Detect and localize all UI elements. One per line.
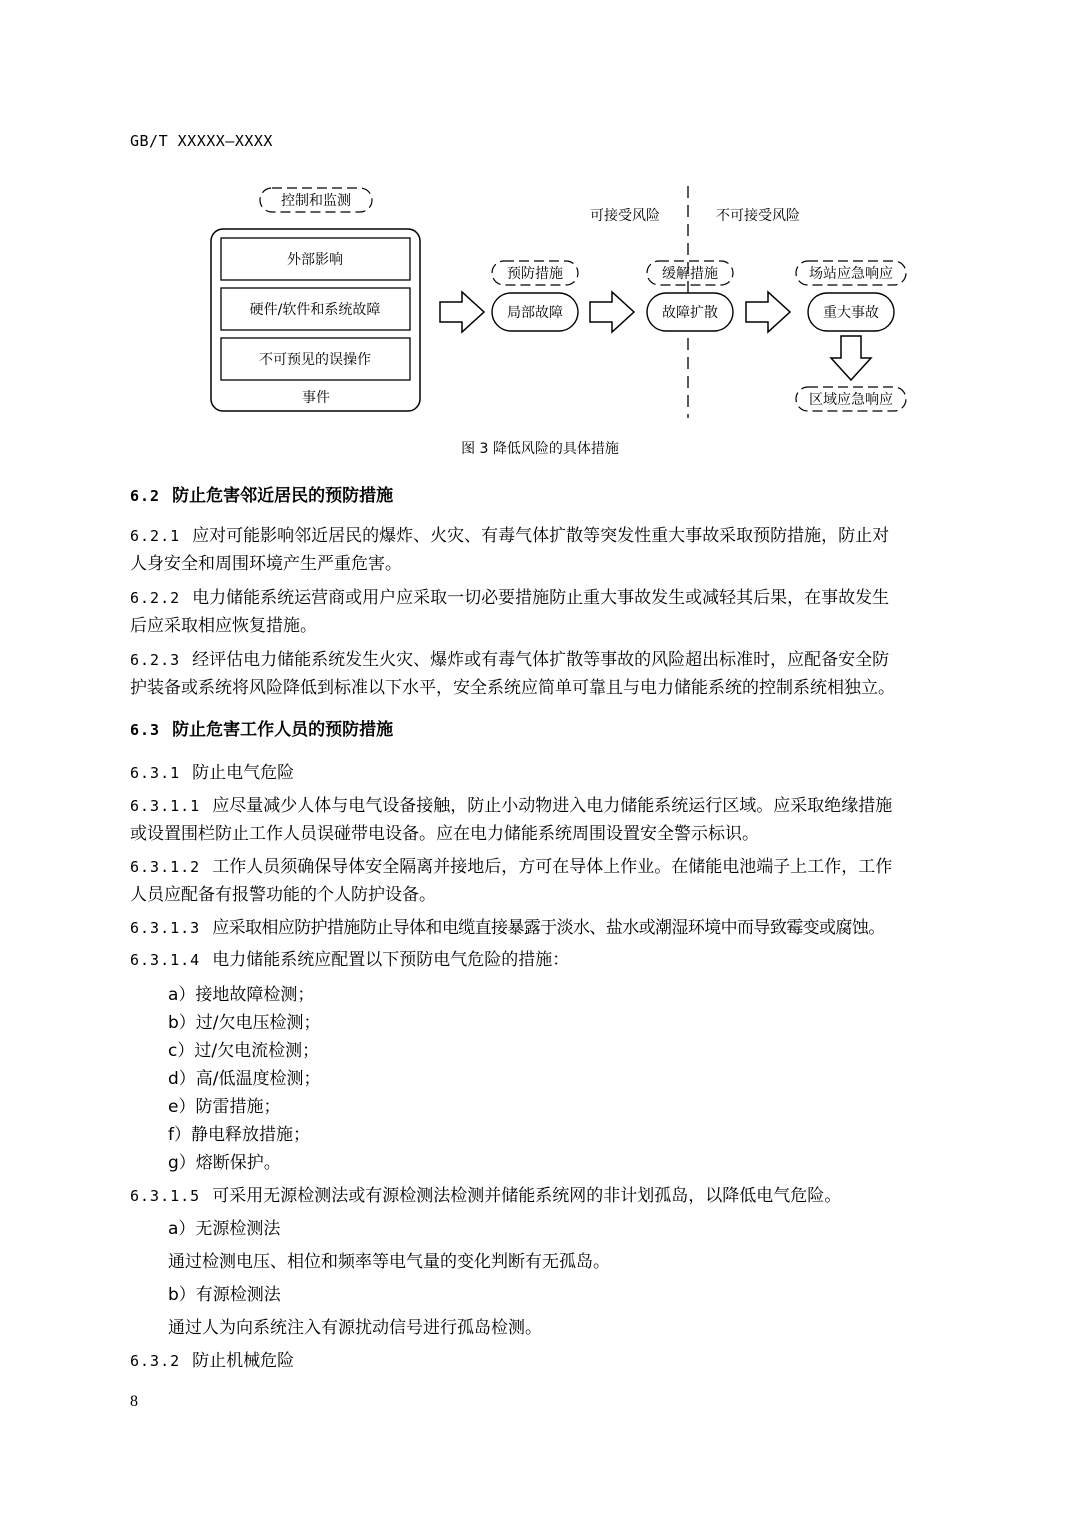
svg-text:硬件/软件和系统故障: 硬件/软件和系统故障 bbox=[249, 302, 381, 318]
passive-detection-item: a）无源检测法 bbox=[168, 1219, 281, 1239]
acceptable-risk-label: 可接受风险 bbox=[590, 208, 660, 224]
fault-spread-node bbox=[647, 293, 733, 331]
clause-6-3-1-2: 6.3.1.2 工作人员须确保导体安全隔离并接地后，方可在导体上作业。在储能电池端子上工作，工作 bbox=[130, 857, 893, 877]
control-monitoring-label bbox=[260, 188, 372, 212]
clause-6-2-3-cont: 护装备或系统将风险降低到标准以下水平，安全系统应简单可靠且与电力储能系统的控制系统相独立。 bbox=[130, 678, 895, 698]
svg-text:不可预见的误操作: 不可预见的误操作 bbox=[259, 352, 371, 368]
svg-text:控制和监测: 控制和监测 bbox=[281, 193, 351, 209]
event-unforeseen-misoperation bbox=[221, 338, 410, 380]
clause-6-2-3: 6.2.3 经评估电力储能系统发生火灾、爆炸或有毒气体扩散等事故的风险超出标准时，应配备安全防 bbox=[130, 650, 890, 670]
unacceptable-risk-label: 不可接受风险 bbox=[716, 208, 800, 224]
clause-6-2-1-cont: 人身安全和周围环境产生严重危害。 bbox=[130, 554, 402, 574]
list-item: f）静电释放措施； bbox=[168, 1125, 310, 1145]
clause-6-3-1-1: 6.3.1.1 应尽量减少人体与电气设备接触，防止小动物进入电力储能系统运行区域。应采取绝缘措施 bbox=[130, 796, 893, 816]
risk-reduction-diagram bbox=[0, 0, 1080, 430]
passive-detection-desc: 通过检测电压、相位和频率等电气量的变化判断有无孤岛。 bbox=[168, 1252, 610, 1272]
svg-text:局部故障: 局部故障 bbox=[507, 305, 563, 321]
station-emergency-response-label bbox=[796, 261, 906, 285]
clause-6-3-1-5: 6.3.1.5 可采用无源检测法或有源检测法检测并储能系统网的非计划孤岛，以降低电气危险。 bbox=[130, 1186, 842, 1206]
event-hardware-software-fault bbox=[221, 288, 410, 330]
clause-6-3-1-1-cont: 或设置围栏防止工作人员误碰带电设备。应在电力储能系统周围设置安全警示标识。 bbox=[130, 824, 759, 844]
major-accident-node bbox=[808, 293, 894, 331]
svg-text:外部影响: 外部影响 bbox=[287, 252, 343, 268]
page-number: 8 bbox=[130, 1393, 138, 1410]
event-external-influence bbox=[221, 238, 410, 280]
figure-caption: 图 3 降低风险的具体措施 bbox=[461, 441, 619, 457]
arrow-right-icon bbox=[746, 292, 790, 332]
clause-6-3-2: 6.3.2 防止机械危险 bbox=[130, 1351, 295, 1371]
clause-6-2-2: 6.2.2 电力储能系统运营商或用户应采取一切必要措施防止重大事故发生或减轻其后果，在事故发生 bbox=[130, 588, 890, 608]
arrow-right-icon bbox=[440, 292, 484, 332]
active-detection-desc: 通过人为向系统注入有源扰动信号进行孤岛检测。 bbox=[168, 1318, 542, 1338]
active-detection-item: b）有源检测法 bbox=[168, 1285, 281, 1305]
arrow-down-icon bbox=[831, 336, 871, 380]
list-item: a）接地故障检测； bbox=[168, 985, 315, 1005]
clause-6-3-1-4: 6.3.1.4 电力储能系统应配置以下预防电气危险的措施： bbox=[130, 950, 570, 970]
list-item: c）过/欠电流检测； bbox=[168, 1041, 320, 1061]
events-label: 事件 bbox=[302, 390, 330, 406]
section-6-3-heading: 6.3 防止危害工作人员的预防措施 bbox=[130, 720, 394, 740]
clause-6-3-1: 6.3.1 防止电气危险 bbox=[130, 763, 295, 783]
document-header: GB/T XXXXX—XXXX bbox=[130, 132, 273, 150]
mitigation-measures-label bbox=[647, 261, 733, 285]
list-item: e）防雷措施； bbox=[168, 1097, 281, 1117]
list-item: d）高/低温度检测； bbox=[168, 1069, 321, 1089]
regional-emergency-response-label bbox=[796, 387, 906, 411]
clause-6-3-1-2-cont: 人员应配备有报警功能的个人防护设备。 bbox=[130, 885, 436, 905]
list-item: g）熔断保护。 bbox=[168, 1153, 281, 1173]
clause-6-2-1: 6.2.1 应对可能影响邻近居民的爆炸、火灾、有毒气体扩散等突发性重大事故采取预防措施，防止对 bbox=[130, 526, 890, 546]
svg-text:重大事故: 重大事故 bbox=[823, 305, 879, 321]
clause-6-3-1-3: 6.3.1.3 应采取相应防护措施防止导体和电缆直接暴露于淡水、盐水或潮湿环境中而导致霉变或腐蚀。 bbox=[130, 918, 885, 938]
svg-text:区域应急响应: 区域应急响应 bbox=[809, 392, 893, 408]
local-fault-node bbox=[492, 293, 578, 331]
section-6-2-heading: 6.2 防止危害邻近居民的预防措施 bbox=[130, 486, 394, 506]
arrow-right-icon bbox=[590, 292, 634, 332]
list-item: b）过/欠电压检测； bbox=[168, 1013, 321, 1033]
clause-6-2-2-cont: 后应采取相应恢复措施。 bbox=[130, 616, 317, 636]
svg-text:预防措施: 预防措施 bbox=[507, 266, 563, 282]
prevention-measures-label bbox=[492, 261, 578, 285]
svg-text:缓解措施: 缓解措施 bbox=[662, 266, 718, 282]
svg-text:场站应急响应: 场站应急响应 bbox=[809, 266, 893, 282]
svg-text:故障扩散: 故障扩散 bbox=[662, 305, 718, 321]
